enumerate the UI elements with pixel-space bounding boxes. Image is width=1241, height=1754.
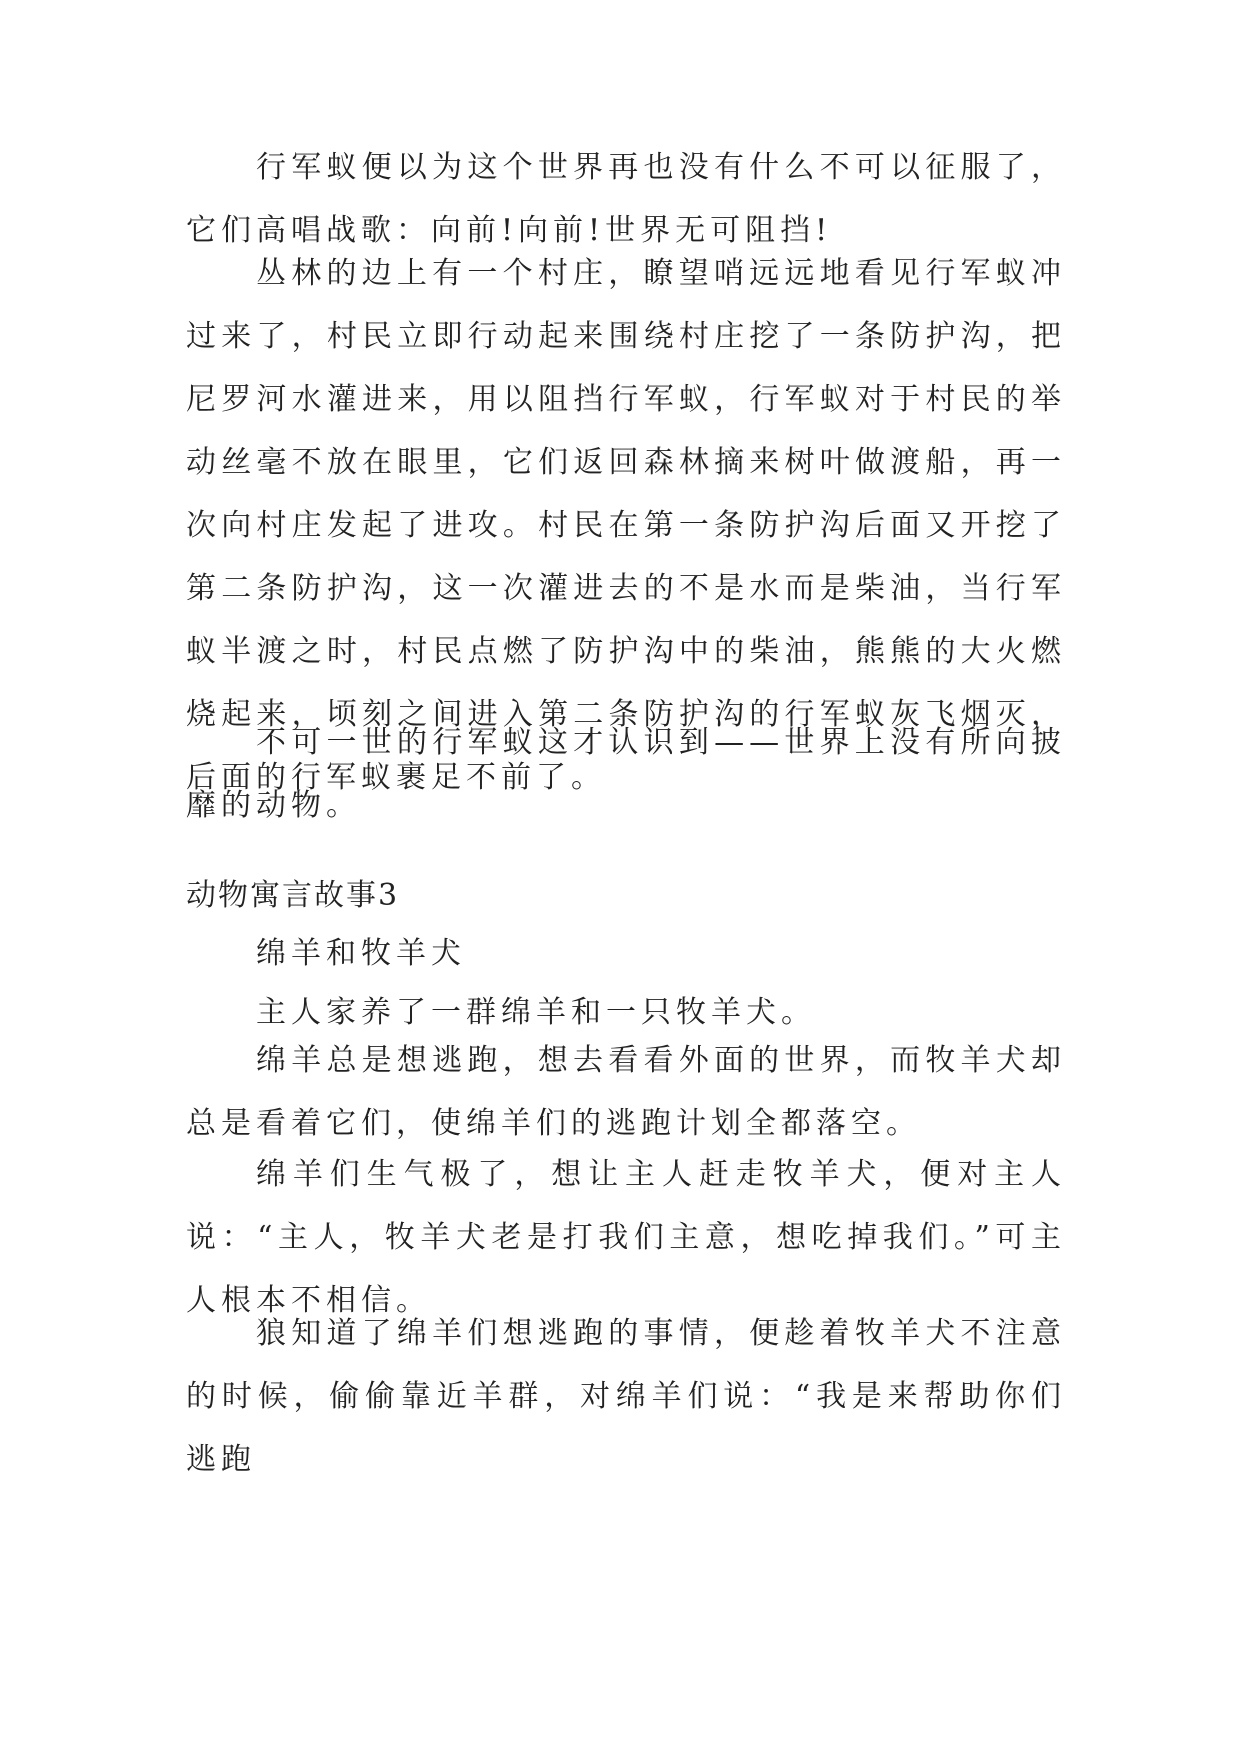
paragraph-2: 丛林的边上有一个村庄，瞭望哨远远地看见行军蚁冲过来了，村民立即行动起来围绕村庄挖了一条防护沟，把尼罗河水灌进来，用以阻挡行军蚁，行军蚁对于村民的举动丝毫不放在眼里，它们返回森林摘来树叶做渡船，再一次向村庄发起了进攻。村民在第一条防护沟后面又开挖了第二条防护沟，这一次灌进去的不是水而是柴油，当行军蚁半渡之时，村民点燃了防护沟中的柴油，熊熊的大火燃烧起来，顷刻之间进入第二条防护沟的行军蚁灰飞烟灭，后面的行军蚁裹足不前了。 [186, 256, 1066, 795]
paragraph-1: 行军蚁便以为这个世界再也没有什么不可以征服了，它们高唱战歌：向前!向前!世界无可阻挡! [186, 150, 1066, 248]
paragraph-6: 绵羊们生气极了，想让主人赶走牧羊犬，便对主人说：“主人，牧羊犬老是打我们主意，想吃掉我们。”可主人根本不相信。 [186, 1157, 1066, 1318]
paragraph-7: 狼知道了绵羊们想逃跑的事情，便趁着牧羊犬不注意的时候，偷偷靠近羊群，对绵羊们说：“我是来帮助你们逃跑 [186, 1316, 1066, 1477]
paragraph-5: 绵羊总是想逃跑，想去看看外面的世界，而牧羊犬却总是看着它们，使绵羊们的逃跑计划全都落空。 [186, 1043, 1066, 1141]
section-heading: 动物寓言故事3 [186, 878, 400, 913]
story-title: 绵羊和牧羊犬 [256, 936, 466, 971]
paragraph-4: 主人家养了一群绵羊和一只牧羊犬。 [256, 995, 816, 1030]
paragraph-3: 不可一世的行军蚁这才认识到——世界上没有所向披靡的动物。 [186, 725, 1066, 823]
